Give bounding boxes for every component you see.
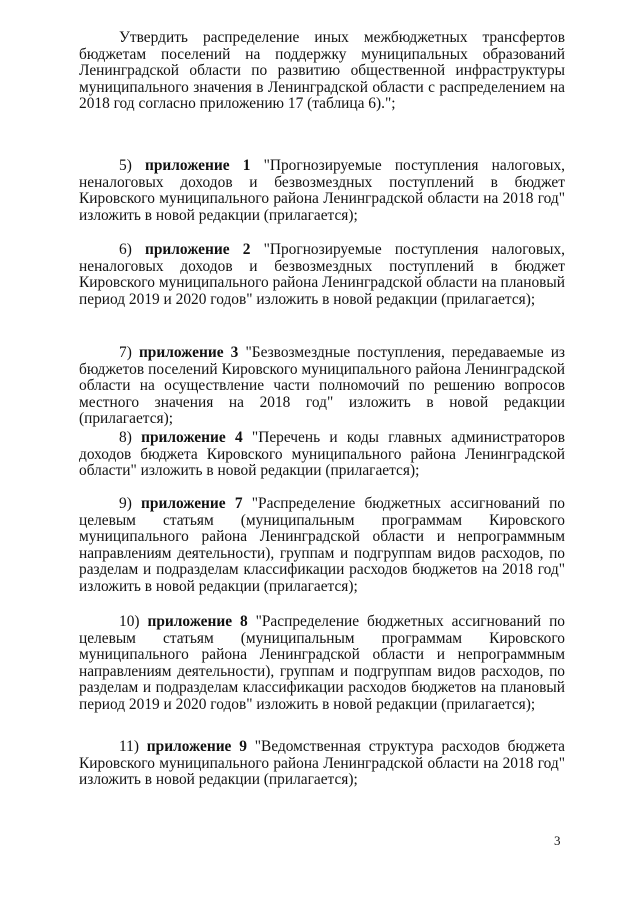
list-item [79,739,565,789]
list-item [79,496,565,595]
appendix-label: приложение 3 [138,344,239,361]
appendix-label: приложение 9 [146,738,247,755]
appendix-label: приложение 2 [144,241,251,258]
item-number: 11) [119,738,139,755]
list-item [79,430,565,480]
item-text: "Распределение бюджетных ассигнований по целевым статьям (муниципальным программам Кировского муниципального района Ленинградской области и непрограммным направлениям деятельности), группам и подгруппам видов расходов, по разделам и подразделам классификации расходов бюджетов на 2018 год" изложить в новой редакции (прилагается); [79,495,566,595]
list-item [79,345,565,428]
list-item [79,158,565,224]
item-text: "Перечень и коды главных администраторов доходов бюджета Кировского муниципального района Ленинградской области" изложить в новой редакции (прилагается); [79,429,565,479]
item-text: "Безвозмездные поступления, передаваемые из бюджетов поселений Кировского муниципального района Ленинградской области на осуществление части полномочий по решению вопросов местного значения на 2018 год" изложить в новой редакции (прилагается); [79,344,566,427]
page-number: 3 [554,833,561,848]
item-text: "Ведомственная структура расходов бюджета Кировского муниципального района Ленинградской области на 2018 год" изложить в новой редакции (прилагается); [79,738,565,788]
item-text: "Распределение бюджетных ассигнований по целевым статьям (муниципальным программам Кировского муниципального района Ленинградской области и непрограммным направлениям деятельности), группам и подгруппам видов расходов, по разделам и подразделам классификации расходов бюджетов на плановый период 2019 и 2020 годов" изложить в новой редакции (прилагается); [79,613,565,713]
intro-text: Утвердить распределение иных межбюджетных трансфертов бюджетам поселений на поддержку муниципальных образований Ленинградской области по развитию общественной инфраструктуры муниципального значения в Ленинградской области с распределением на 2018 год согласно приложению 17 (таблица 6)."; [79,29,565,112]
appendix-label: приложение 7 [141,495,243,512]
item-text: "Прогнозируемые поступления налоговых, неналоговых доходов и безвозмездных поступлений в бюджет Кировского муниципального района Ленинградской области на 2018 год" изложить в новой редакции (прилагается); [79,157,565,224]
appendix-label: приложение 1 [144,157,251,174]
item-number: 7) [119,344,132,361]
item-number: 8) [119,429,132,446]
item-number: 10) [119,613,140,630]
intro-paragraph [79,30,565,113]
list-item [79,242,565,308]
list-item [79,614,565,713]
item-number: 5) [119,157,132,174]
appendix-label: приложение 4 [141,429,243,446]
item-number: 9) [119,495,132,512]
appendix-label: приложение 8 [147,613,248,630]
item-text: "Прогнозируемые поступления налоговых, неналоговых доходов и безвозмездных поступлений в бюджет Кировского муниципального района Ленинградской области на плановый период 2019 и 2020 годов" изложить в новой редакции (прилагается); [79,241,565,308]
item-number: 6) [119,241,132,258]
